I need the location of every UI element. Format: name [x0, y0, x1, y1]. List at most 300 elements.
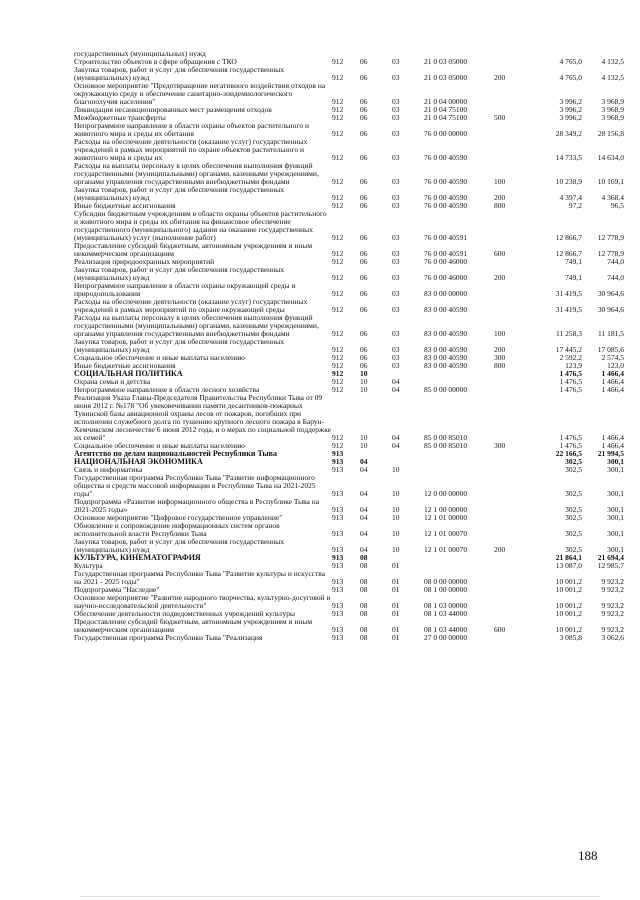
expense-type-code: 300 [494, 441, 506, 450]
amount-year-1: 1 476,5 [559, 433, 582, 442]
table-row [74, 122, 624, 138]
target-article-code: 76 0 00 40591 [424, 233, 468, 242]
grbs-code: 913 [332, 625, 344, 634]
expense-type-code [494, 82, 524, 106]
amount-year-2: 11 181,5 [598, 329, 624, 338]
target-article-code: 21 0 03 05000 [424, 73, 468, 82]
subsection-code: 03 [392, 193, 400, 202]
expense-type-code: 200 [494, 193, 506, 202]
amount-year-2: 12 985,7 [597, 561, 624, 570]
table-row [74, 570, 624, 586]
expense-type-code: 200 [494, 273, 506, 282]
amount-year-1: 10 001,2 [555, 577, 582, 586]
amount-year-1: 302,5 [565, 465, 582, 474]
amount-year-2: 3 968,9 [601, 113, 624, 122]
expense-type-code [494, 370, 524, 378]
item-name: Государственная программа Республики Тыва "Развитие информационного общества и средств массовой информации в Республике Тыва на 2021-2025 годы" [74, 473, 316, 498]
section-code: 08 [360, 609, 368, 618]
expense-type-code: 600 [494, 249, 506, 258]
target-article-code [424, 562, 494, 570]
amount-year-2: 4 368,4 [601, 193, 624, 202]
grbs-code: 913 [332, 545, 344, 554]
item-name: Основное мероприятие "Предотвращение негативного воздействия отходов на окружающую среду и обеспечение санитарно-эпидемиологического благополучия населения" [74, 81, 326, 106]
table-row [74, 538, 624, 554]
target-article-code: 85 0 00 85010 [424, 441, 468, 450]
amount-year-2: 744,0 [607, 257, 624, 266]
section-code: 04 [360, 465, 368, 474]
item-name: Основное мероприятие "Развитие народного творчества, культурно-досуговой и научно-исследовательской деятельности" [74, 593, 331, 610]
item-name: Подпрограмма «Развитие информационного общества в Республике Тыва на 2021-2025 годы» [74, 497, 320, 514]
expense-type-code [494, 474, 524, 498]
table-row [74, 314, 624, 338]
grbs-code: 913 [332, 585, 344, 594]
section-code: 10 [360, 441, 368, 450]
expense-type-code [494, 634, 524, 642]
amount-year-2: 17 085,6 [597, 345, 624, 354]
subsection-code [392, 450, 424, 458]
grbs-code: 912 [332, 369, 344, 378]
amount-year-2: 300,1 [607, 489, 624, 498]
table-row [74, 498, 624, 514]
table-row [74, 282, 624, 298]
expense-type-code [494, 122, 524, 138]
page-number: 188 [578, 848, 598, 863]
section-code: 06 [360, 353, 368, 362]
subsection-code: 03 [392, 97, 400, 106]
target-article-code: 08 1 03 44000 [424, 609, 468, 618]
subsection-code: 03 [392, 249, 400, 258]
grbs-code: 913 [332, 577, 344, 586]
item-name: Расходы на выплаты персоналу в целях обеспечения выполнения функций государственными (муниципальными) органами, казенными учреждениями, органами управления государственными внебюджетными фондами [74, 161, 319, 186]
amount-year-1: 17 445,2 [555, 345, 582, 354]
subsection-code: 03 [392, 113, 400, 122]
expense-type-code [494, 498, 524, 514]
target-article-code: 12 1 01 00000 [424, 513, 468, 522]
target-article-code: 08 0 00 00000 [424, 577, 468, 586]
grbs-code: 912 [332, 249, 344, 258]
amount-year-1: 302,5 [565, 489, 582, 498]
grbs-code: 912 [332, 305, 344, 314]
grbs-code: 912 [332, 201, 344, 210]
section-code: 06 [360, 105, 368, 114]
item-name: Реализация Указа Главы-Председателя Правительства Республики Тыва от 09 июня 2012 г. №178 "Об увековечивании памяти десантников-пожарных Тувинской базы авиационной охраны лесов от пожаров, погибших при исполнении служебного долга по тушению крупного лесного пожара в Барун-Хемчикском лесничестве 6 июня 2012 года, и о мерах по социальной поддержке их семей" [74, 393, 332, 442]
amount-year-1: 31 419,5 [555, 289, 582, 298]
subsection-code: 04 [392, 377, 400, 386]
target-article-code: 83 0 00 40590 [424, 305, 468, 314]
target-article-code: 12 1 00 00000 [424, 505, 468, 514]
table-row [74, 594, 624, 610]
expense-type-code [494, 282, 524, 298]
item-name: Закупка товаров, работ и услуг для обеспечения государственных (муниципальных) нужд [74, 265, 285, 282]
item-name: Непрограммное направление в области лесного хозяйства [74, 385, 260, 394]
expense-type-code [494, 610, 524, 618]
target-article-code: 83 0 00 00000 [424, 289, 468, 298]
amount-year-1: 14 733,5 [555, 153, 582, 162]
section-code: 06 [360, 361, 368, 370]
subsection-code: 03 [392, 329, 400, 338]
subsection-code: 03 [392, 129, 400, 138]
grbs-code: 913 [332, 529, 344, 538]
subsection-code: 10 [392, 505, 400, 514]
expense-type-code [494, 394, 524, 442]
amount-year-2: 12 778,9 [597, 233, 624, 242]
target-article-code: 85 0 00 00000 [424, 385, 468, 394]
amount-year-1: 4 765,0 [559, 73, 582, 82]
amount-year-1: 31 419,5 [555, 305, 582, 314]
section-code: 08 [360, 561, 368, 570]
section-code: 08 [360, 633, 368, 642]
item-name: Расходы на обеспечение деятельности (оказание услуг) государственных учреждений в рамках мероприятий по охране объектов растительного и животного мира и среды их [74, 137, 308, 162]
item-name: Строительство объектов в сфере обращения с ТКО [74, 57, 237, 66]
amount-year-1: 302,5 [565, 545, 582, 554]
item-name: Предоставление субсидий бюджетным, автономным учреждениям и иным некоммерческим организациям [74, 617, 313, 634]
target-article-code: 08 1 03 44000 [424, 625, 468, 634]
section-code: 10 [360, 385, 368, 394]
item-name: НАЦИОНАЛЬНАЯ ЭКОНОМИКА [74, 457, 203, 466]
amount-year-2: 9 923,2 [601, 625, 624, 634]
item-name: СОЦИАЛЬНАЯ ПОЛИТИКА [74, 369, 183, 378]
item-name: Закупка товаров, работ и услуг для обеспечения государственных (муниципальных) нужд [74, 337, 285, 354]
item-name: Межбюджетные трансферты [74, 113, 166, 122]
grbs-code: 912 [332, 289, 344, 298]
amount-year-2: 123,0 [607, 361, 624, 370]
target-article-code [424, 370, 494, 378]
subsection-code: 01 [392, 601, 400, 610]
expense-type-code [494, 450, 524, 458]
item-name: Обновление и сопровождение информационных систем органов исполнительной власти Республики Тыва [74, 521, 280, 538]
subsection-code: 10 [392, 513, 400, 522]
subsection-code: 04 [392, 385, 400, 394]
expense-type-code [494, 58, 524, 66]
table-row [74, 474, 624, 498]
table-row [74, 186, 624, 202]
subsection-code: 03 [392, 345, 400, 354]
amount-year-1: 302,5 [565, 457, 582, 466]
section-code: 04 [360, 457, 368, 466]
table-row [74, 66, 624, 82]
expense-type-code [494, 458, 524, 466]
amount-year-1: 3 996,2 [559, 97, 582, 106]
grbs-code: 912 [332, 193, 344, 202]
grbs-code: 912 [332, 433, 344, 442]
section-code: 04 [360, 529, 368, 538]
amount-year-2: 1 466,4 [601, 441, 624, 450]
section-code: 06 [360, 193, 368, 202]
target-article-code [424, 450, 494, 458]
subsection-code: 04 [392, 441, 400, 450]
section-code: 06 [360, 273, 368, 282]
section-code: 04 [360, 489, 368, 498]
subsection-code: 10 [392, 545, 400, 554]
table-row [74, 458, 624, 466]
table-row [74, 338, 624, 354]
amount-year-2: 300,1 [607, 457, 624, 466]
table-row [74, 554, 624, 562]
grbs-code: 913 [332, 457, 344, 466]
item-name: КУЛЬТУРА, КИНЕМАТОГРАФИЯ [74, 553, 201, 562]
item-name: государственных (муниципальных) нужд [74, 49, 206, 58]
item-name: Социальное обеспечение и иные выплаты населению [74, 441, 245, 450]
item-name: Расходы на обеспечение деятельности (оказание услуг) государственных учреждений в рамках мероприятий по охране окружающей среды [74, 297, 308, 314]
amount-year-2: 14 634,0 [597, 153, 624, 162]
target-article-code: 83 0 00 40590 [424, 361, 468, 370]
target-article-code: 21 0 04 75100 [424, 113, 468, 122]
amount-year-2: 4 132,5 [601, 73, 624, 82]
table-row [74, 394, 624, 442]
target-article-code: 76 0 00 40590 [424, 193, 468, 202]
amount-year-1: 12 866,7 [555, 233, 582, 242]
subsection-code: 03 [392, 153, 400, 162]
amount-year-1: 1 476,5 [559, 377, 582, 386]
target-article-code: 76 0 00 40590 [424, 201, 468, 210]
expense-type-code: 200 [494, 545, 506, 554]
section-code: 06 [360, 305, 368, 314]
amount-year-2: 30 964,6 [597, 305, 624, 314]
expense-type-code [494, 554, 524, 562]
grbs-code: 913 [332, 553, 344, 562]
grbs-code: 912 [332, 385, 344, 394]
subsection-code: 03 [392, 361, 400, 370]
target-article-code [424, 466, 494, 474]
expense-type-code: 500 [494, 113, 506, 122]
target-article-code: 76 0 00 46000 [424, 257, 468, 266]
grbs-code: 912 [332, 177, 344, 186]
expense-type-code: 200 [494, 73, 506, 82]
target-article-code: 08 1 03 00000 [424, 601, 468, 610]
section-code: 08 [360, 553, 368, 562]
target-article-code: 08 1 00 00000 [424, 585, 468, 594]
section-code: 08 [360, 625, 368, 634]
grbs-code: 912 [332, 273, 344, 282]
item-name: Расходы на выплаты персоналу в целях обеспечения выполнения функций государственными (муниципальными) органами, казенными учреждениями, органами управления государственными внебюджетными фондами [74, 313, 319, 338]
grbs-code: 912 [332, 153, 344, 162]
section-code: 04 [360, 545, 368, 554]
expense-type-code [494, 378, 524, 386]
amount-year-2: 96,5 [610, 201, 624, 210]
expense-type-code [494, 594, 524, 610]
amount-year-1: 3 996,2 [559, 113, 582, 122]
amount-year-2: 21 694,4 [597, 553, 624, 562]
expense-type-code [494, 298, 524, 314]
grbs-code: 913 [332, 465, 344, 474]
subsection-code: 10 [392, 529, 400, 538]
amount-year-2: 28 156,8 [597, 129, 624, 138]
grbs-code: 913 [332, 561, 344, 570]
grbs-code: 912 [332, 57, 344, 66]
grbs-code: 912 [332, 257, 344, 266]
subsection-code: 03 [392, 177, 400, 186]
subsection-code: 03 [392, 289, 400, 298]
subsection-code: 03 [392, 73, 400, 82]
amount-year-1: 749,1 [565, 257, 582, 266]
section-code: 04 [360, 513, 368, 522]
expense-type-code [494, 514, 524, 522]
section-code: 06 [360, 57, 368, 66]
section-code: 06 [360, 97, 368, 106]
expense-type-code [494, 50, 524, 58]
amount-year-1: 12 866,7 [555, 249, 582, 258]
grbs-code: 912 [332, 233, 344, 242]
amount-year-1: 302,5 [565, 505, 582, 514]
subsection-code: 03 [392, 273, 400, 282]
table-row [74, 138, 624, 162]
amount-year-2: 300,1 [607, 545, 624, 554]
amount-year-2: 300,1 [607, 465, 624, 474]
item-name: Закупка товаров, работ и услуг для обеспечения государственных (муниципальных) нужд [74, 185, 285, 202]
expense-type-code: 100 [494, 329, 506, 338]
section-code: 06 [360, 153, 368, 162]
expense-type-code [494, 210, 524, 242]
target-article-code: 76 0 00 40591 [424, 249, 468, 258]
item-name: Агентство по делам национальностей Республики Тыва [74, 449, 277, 458]
grbs-code: 913 [332, 601, 344, 610]
amount-year-2: 9 923,2 [601, 609, 624, 618]
expense-type-code: 300 [494, 353, 506, 362]
budget-table-body [74, 50, 624, 642]
amount-year-1: 13 087,0 [555, 561, 582, 570]
amount-year-1: 10 238,9 [555, 177, 582, 186]
grbs-code: 912 [332, 377, 344, 386]
amount-year-2: 1 466,4 [601, 369, 624, 378]
amount-year-2: 300,1 [607, 513, 624, 522]
target-article-code: 76 0 00 40590 [424, 177, 468, 186]
item-name: Обеспечение деятельности подведомственных учреждений культуры [74, 609, 296, 618]
target-article-code: 27 0 00 00000 [424, 633, 468, 642]
section-code: 04 [360, 505, 368, 514]
table-row [74, 298, 624, 314]
budget-table [74, 50, 624, 642]
expense-type-code [494, 386, 524, 394]
grbs-code: 912 [332, 361, 344, 370]
amount-year-1: 97,2 [568, 201, 582, 210]
section-code: 06 [360, 177, 368, 186]
amount-year-2: 9 923,2 [601, 601, 624, 610]
subsection-code: 01 [392, 633, 400, 642]
grbs-code: 912 [332, 97, 344, 106]
target-article-code: 12 1 01 00070 [424, 545, 468, 554]
section-code: 08 [360, 577, 368, 586]
grbs-code: 913 [332, 633, 344, 642]
amount-year-1: 2 592,2 [559, 353, 582, 362]
subsection-code: 01 [392, 561, 400, 570]
grbs-code: 913 [332, 449, 344, 458]
target-article-code: 83 0 00 40590 [424, 329, 468, 338]
item-name: Государственная программа Республики Тыва "Реализация [74, 633, 263, 642]
expense-type-code: 800 [494, 201, 506, 210]
item-name: Подпрограмма "Наследие" [74, 585, 160, 594]
expense-type-code [494, 258, 524, 266]
amount-year-1: 1 476,5 [559, 369, 582, 378]
amount-year-2: 2 574,5 [601, 353, 624, 362]
target-article-code: 21 0 04 75100 [424, 105, 468, 114]
section-code: 08 [360, 585, 368, 594]
grbs-code: 912 [332, 353, 344, 362]
target-article-code: 21 0 04 00000 [424, 97, 468, 106]
amount-year-2: 12 778,9 [597, 249, 624, 258]
amount-year-2: 3 968,9 [601, 105, 624, 114]
item-name: Закупка товаров, работ и услуг для обеспечения государственных (муниципальных) нужд [74, 65, 285, 82]
amount-year-1: 11 258,3 [556, 329, 582, 338]
section-code: 06 [360, 345, 368, 354]
table-row [74, 266, 624, 282]
grbs-code: 912 [332, 73, 344, 82]
item-name: Субсидии бюджетным учреждениям в области охраны объектов растительного и животного мира и среды их обитания на финансовое обеспечение государственного (муниципального) задания на оказание государственных (муниципальных) услуг (выполнение работ) [74, 209, 327, 242]
subsection-code: 01 [392, 577, 400, 586]
amount-year-1: 123,9 [565, 361, 582, 370]
item-name: Основное мероприятие "Цифровое государственное управление" [74, 513, 283, 522]
subsection-code: 01 [392, 625, 400, 634]
section-code: 06 [360, 289, 368, 298]
target-article-code [424, 554, 494, 562]
grbs-code: 913 [332, 609, 344, 618]
amount-year-1: 4 765,0 [559, 57, 582, 66]
expense-type-code [494, 138, 524, 162]
table-row [74, 242, 624, 258]
item-name: Непрограммное направление в области охраны объектов растительного и животного мира и среды их обитания [74, 121, 309, 138]
section-code: 06 [360, 249, 368, 258]
section-code: 10 [360, 433, 368, 442]
target-article-code: 83 0 00 40590 [424, 353, 468, 362]
expense-type-code [494, 522, 524, 538]
subsection-code: 03 [392, 233, 400, 242]
amount-year-2: 1 466,4 [601, 433, 624, 442]
amount-year-1: 302,5 [565, 513, 582, 522]
item-name: Охрана семьи и детства [74, 377, 151, 386]
target-article-code: 83 0 00 40590 [424, 345, 468, 354]
subsection-code: 01 [392, 609, 400, 618]
expense-type-code: 100 [494, 177, 506, 186]
section-code: 06 [360, 329, 368, 338]
table-row [74, 370, 624, 378]
amount-year-1: 21 864,1 [555, 553, 582, 562]
amount-year-2: 1 466,4 [601, 385, 624, 394]
expense-type-code [494, 562, 524, 570]
subsection-code: 03 [392, 105, 400, 114]
bottom-rule [80, 896, 600, 897]
subsection-code: 03 [392, 57, 400, 66]
amount-year-2: 3 062,6 [601, 633, 624, 642]
target-article-code: 76 0 00 00000 [424, 129, 468, 138]
amount-year-2: 1 466,4 [601, 377, 624, 386]
amount-year-1: 749,1 [565, 273, 582, 282]
grbs-code: 912 [332, 441, 344, 450]
grbs-code: 912 [332, 329, 344, 338]
grbs-code: 912 [332, 345, 344, 354]
section-code: 08 [360, 601, 368, 610]
subsection-code: 10 [392, 465, 400, 474]
amount-year-1: 10 001,2 [555, 609, 582, 618]
amount-year-1: 1 476,5 [559, 385, 582, 394]
item-name: Иные бюджетные ассигнования [74, 201, 176, 210]
amount-year-2: 9 923,2 [601, 585, 624, 594]
expense-type-code [494, 466, 524, 474]
item-name: Реализация природоохранных мероприятий [74, 257, 215, 266]
target-article-code: 12 0 00 00000 [424, 489, 468, 498]
table-row [74, 82, 624, 106]
target-article-code: 76 0 00 40590 [424, 153, 468, 162]
section-code: 10 [360, 369, 368, 378]
amount-year-2: 10 169,1 [597, 177, 624, 186]
target-article-code [424, 458, 494, 466]
target-article-code: 21 0 03 05000 [424, 57, 468, 66]
amount-year-2: 30 964,6 [597, 289, 624, 298]
grbs-code: 913 [332, 505, 344, 514]
section-code: 06 [360, 73, 368, 82]
amount-year-1: 22 166,5 [555, 449, 582, 458]
table-row [74, 634, 624, 642]
amount-year-1: 10 001,2 [555, 601, 582, 610]
amount-year-1: 28 349,2 [555, 129, 582, 138]
